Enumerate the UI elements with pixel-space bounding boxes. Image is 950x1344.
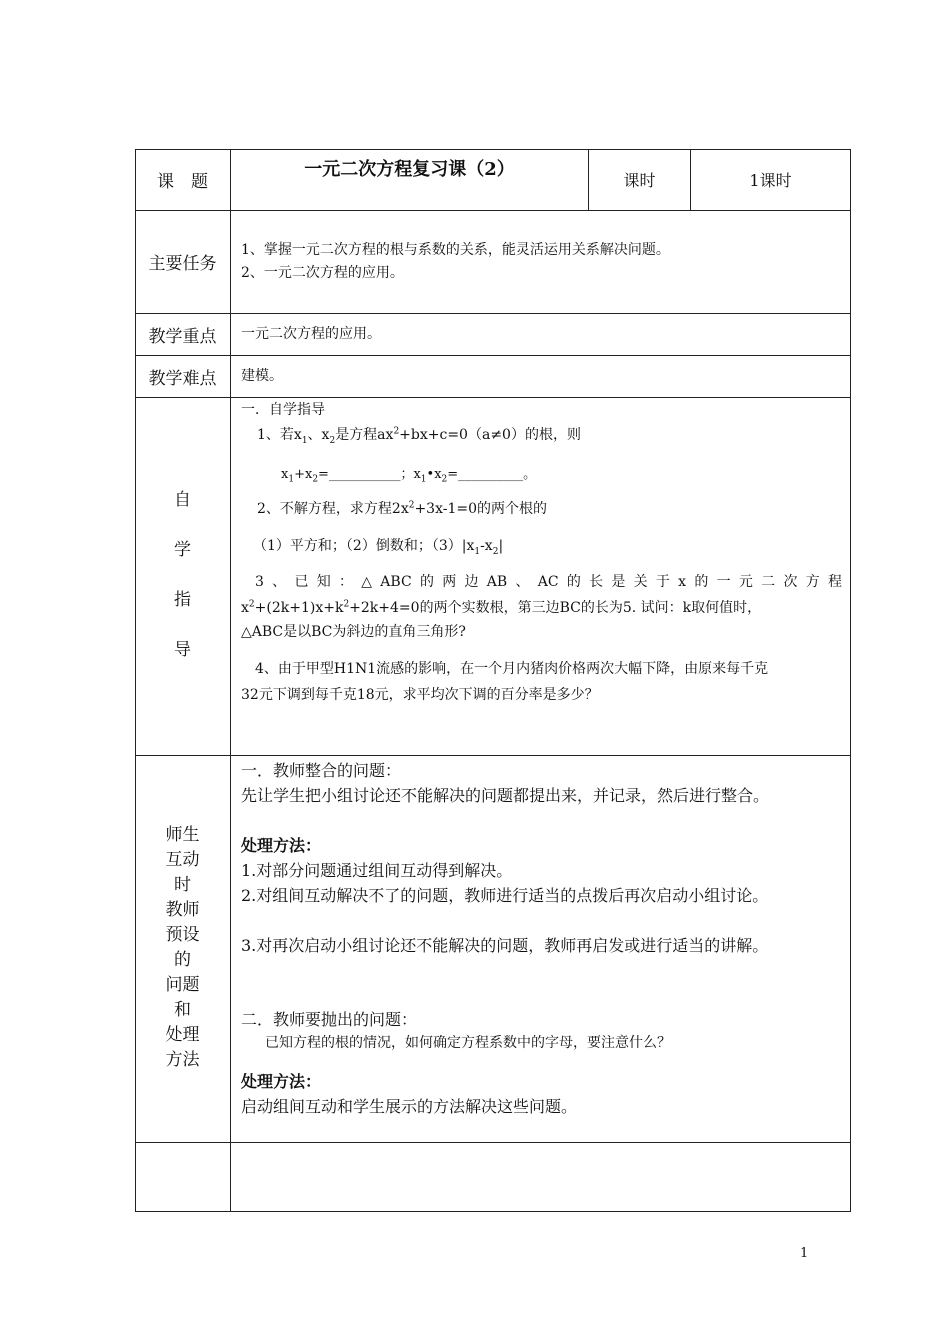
hours-label: 课时 <box>623 171 656 190</box>
answer-blank: __________ <box>458 467 524 482</box>
row-divider <box>135 755 851 756</box>
interaction-heading-1: 一．教师整合的问题： <box>241 761 402 780</box>
label-line: 的 <box>174 950 191 970</box>
table-border-bottom <box>135 1211 851 1212</box>
method-item-4: 启动组间互动和学生展示的方法解决这些问题。 <box>241 1097 578 1116</box>
interaction-label <box>135 823 230 1073</box>
teacher-question: 已知方程的根的情况，如何确定方程系数中的字母，要注意什么？ <box>265 1035 671 1051</box>
question-3-line-2: $x^2+(2k+1)x+k^2+2k+4=0$的两个实数根，第三边BC的长为5. 试问：k取何值时， <box>241 599 762 616</box>
interaction-heading-2: 二．教师要抛出的问题： <box>241 1010 418 1029</box>
method-item-3: 3.对再次启动小组讨论还不能解决的问题，教师再启发或进行适当的讲解。 <box>241 936 769 955</box>
row-divider <box>135 313 851 314</box>
label-char: 导 <box>174 640 191 660</box>
difficulty-text: 建模。 <box>241 368 283 384</box>
method-item-2: 2.对组间互动解决不了的问题，教师进行适当的点拨后再次启动小组讨论。 <box>241 886 769 905</box>
column-divider <box>230 149 231 1212</box>
label-line: 问题 <box>165 975 200 995</box>
question-3-line-1: 3、已知：△ABC的两边AB、AC的长是关于x的一元二次方程 <box>255 574 842 590</box>
method-label-2: 处理方法： <box>241 1072 322 1091</box>
question-2: 2、不解方程，求方程$2x^2+3x-1=0$的两个根的 <box>257 500 548 517</box>
row-divider <box>135 355 851 356</box>
row-divider <box>135 397 851 398</box>
self-study-heading: 一．自学指导 <box>241 402 325 418</box>
task-line-1: 1、掌握一元二次方程的根与系数的关系，能灵活运用关系解决问题。 <box>241 242 670 258</box>
question-4-line-2: 32元下调到每千克18元，求平均次下调的百分率是多少？ <box>241 687 599 703</box>
question-2-parts: （1）平方和；（2）倒数和；$(3)|x_1-x_2|$ <box>253 538 504 557</box>
method-label-1: 处理方法： <box>241 836 322 855</box>
key-point-label: 教学重点 <box>148 326 217 347</box>
interaction-paragraph-1: 先让学生把小组讨论还不能解决的问题都提出来，并记录，然后进行整合。 <box>241 786 770 805</box>
label-line: 教师 <box>165 900 200 920</box>
label-line: 处理 <box>165 1025 200 1045</box>
row-divider <box>135 1142 851 1143</box>
row-divider <box>135 210 851 211</box>
question-1-blanks: $x_1+x_2=\_\_\_\_\_\_\_\_\_\_\_$；$x_1•x_2=\_\_\_\_\_\_\_\_\_\_$。 <box>281 467 537 485</box>
lesson-title: 一元二次方程复习课（2） <box>304 159 515 180</box>
method-item-1: 1.对部分问题通过组间互动得到解决。 <box>241 861 513 880</box>
question-1: 1、若$x_1$、$x_2$是方程$ax^2+bx+c=0(a\ne 0)$的根，则 <box>257 426 581 446</box>
label-char: 指 <box>174 590 191 610</box>
label-char: 学 <box>174 540 191 560</box>
label-char: 自 <box>174 490 191 510</box>
hours-value: 1课时 <box>749 171 792 190</box>
label-line: 方法 <box>165 1050 200 1070</box>
label-line: 和 <box>174 1000 191 1020</box>
task-line-2: 2、一元二次方程的应用。 <box>241 265 404 281</box>
topic-label: 课 题 <box>157 172 208 192</box>
lesson-plan-table <box>135 149 851 1212</box>
label-line: 师生 <box>165 825 200 845</box>
tasks-label: 主要任务 <box>148 254 217 274</box>
question-4-line-1: 4、由于甲型H1N1流感的影响，在一个月内猪肉价格两次大幅下降，由原来每千克 <box>255 661 769 677</box>
label-line: 预设 <box>165 925 200 945</box>
label-line: 互动 <box>165 850 200 870</box>
self-study-label <box>135 475 230 675</box>
page-number: 1 <box>800 1246 809 1261</box>
table-border-right <box>850 149 851 1212</box>
answer-blank: ___________ <box>328 467 401 482</box>
question-3-line-3: △ABC是以BC为斜边的直角三角形? <box>241 624 466 640</box>
label-line: 时 <box>174 875 191 895</box>
difficulty-label: 教学难点 <box>148 368 217 389</box>
key-point-text: 一元二次方程的应用。 <box>241 326 381 342</box>
